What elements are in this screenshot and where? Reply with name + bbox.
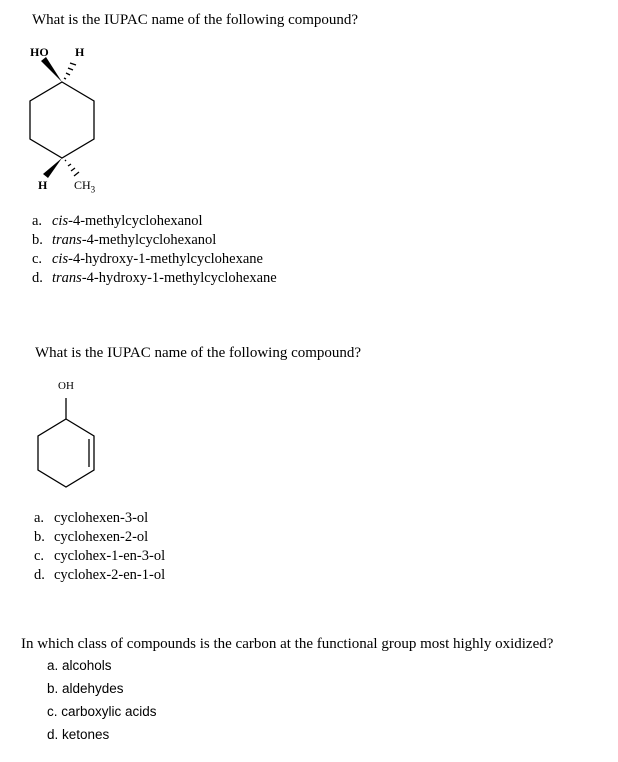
q1-option-c[interactable]: c. cis-4-hydroxy-1-methylcyclohexane — [32, 251, 263, 267]
q2-option-d[interactable]: d. cyclohex-2-en-1-ol — [34, 567, 166, 583]
cyclohexane-ring — [30, 82, 94, 158]
question-1-prompt: What is the IUPAC name of the following compound? — [32, 12, 359, 28]
q1-option-d[interactable]: d. trans-4-hydroxy-1-methylcyclohexane — [32, 270, 277, 286]
q2-option-c[interactable]: c. cyclohex-1-en-3-ol — [34, 548, 166, 564]
q3-option-d[interactable]: d. ketones — [47, 727, 110, 742]
q3-option-b[interactable]: b. aldehydes — [47, 681, 124, 696]
q3-option-c[interactable]: c. carboxylic acids — [47, 704, 157, 719]
question-3-prompt: In which class of compounds is the carbon at the functional group most highly oxidized? — [21, 636, 554, 652]
label-oh: OH — [58, 380, 74, 392]
cyclohexene-ring — [38, 419, 94, 487]
hash-bond-top — [64, 63, 76, 79]
q2-option-b[interactable]: b. cyclohexen-2-ol — [34, 529, 149, 545]
hash-bond-bottom — [65, 160, 79, 176]
q2-option-a[interactable]: a. cyclohexen-3-ol — [34, 510, 149, 526]
q1-option-a[interactable]: a. cis-4-methylcyclohexanol — [32, 213, 203, 229]
label-h-top: H — [75, 45, 85, 59]
wedge-bond-bottom — [43, 158, 62, 178]
q1-option-b[interactable]: b. trans-4-methylcyclohexanol — [32, 232, 217, 248]
wedge-bond-top — [41, 57, 62, 82]
label-ho: HO — [30, 45, 49, 59]
label-h-bottom: H — [38, 178, 48, 192]
q3-option-a[interactable]: a. alcohols — [47, 658, 112, 673]
question-2-prompt: What is the IUPAC name of the following compound? — [35, 345, 362, 361]
label-ch3: $CH_3$ — [74, 178, 96, 195]
